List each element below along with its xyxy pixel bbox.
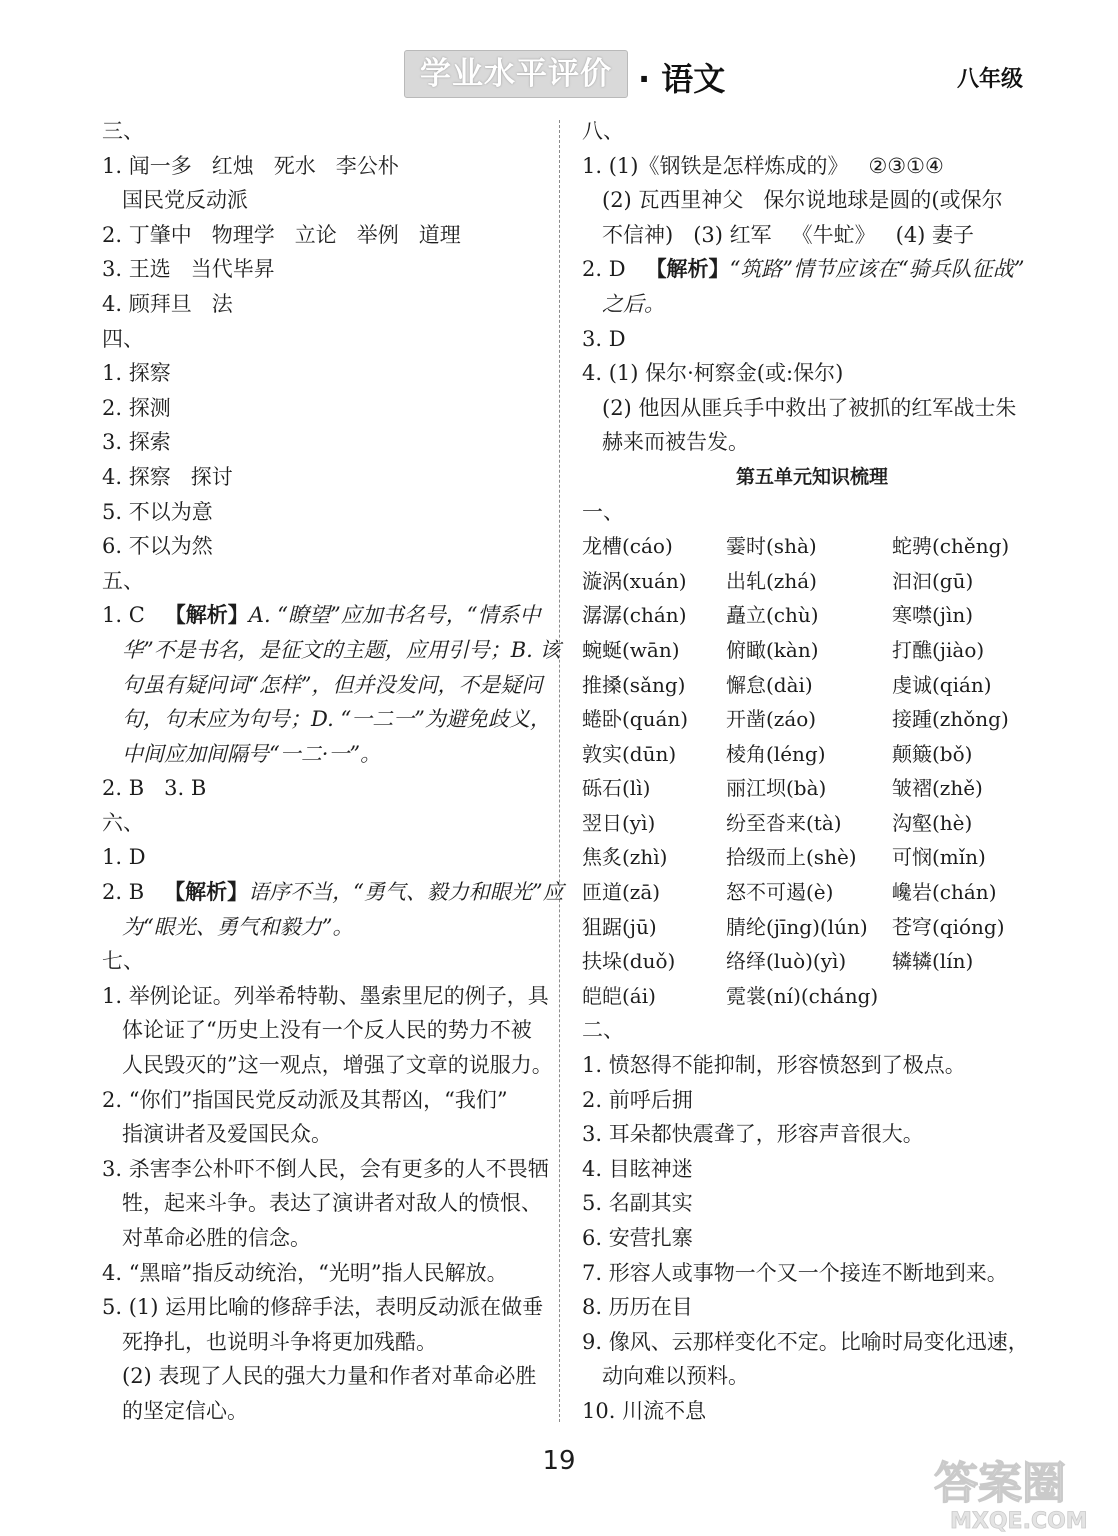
pinyin-item: 巉岩(chán)	[892, 880, 997, 905]
answer-line: 不信神) (3) 红军 《牛虻》 (4) 妻子	[602, 222, 975, 247]
pinyin-item: 敦实(dūn)	[582, 741, 677, 766]
answer-line: (2) 他因从匪兵手中救出了被抓的红军战士朱	[602, 395, 1017, 420]
pinyin-item: 棱角(léng)	[726, 741, 826, 766]
pinyin-item: 俯瞰(kàn)	[726, 637, 819, 662]
pinyin-item: 砾石(lì)	[582, 776, 651, 801]
pinyin-item: 出轧(zhá)	[726, 568, 817, 593]
page-header	[0, 40, 1118, 110]
pinyin-item: 可悯(mǐn)	[892, 845, 986, 870]
analysis-tag: 【解析】	[164, 879, 249, 905]
answer-line: 人民毁灭的”这一观点，增强了文章的说服力。	[122, 1053, 553, 1078]
pinyin-item: 蜷卧(quán)	[582, 707, 689, 732]
section-heading: 三、	[102, 119, 144, 143]
right-column	[582, 114, 1042, 1429]
pinyin-item: 拾级而上(shè)	[726, 845, 857, 870]
pinyin-item: 矗立(chù)	[726, 603, 819, 628]
answer-line: (2) 表现了人民的强大力量和作者对革命必胜	[122, 1364, 537, 1389]
answer-line: 9. 像风、云那样变化不定。比喻时局变化迅速，	[582, 1329, 1029, 1354]
answer-line: 4. “黑暗”指反动统治，“光明”指人民解放。	[102, 1260, 508, 1285]
answer-line: 7. 形容人或事物一个又一个接连不断地到来。	[582, 1260, 1008, 1285]
answer-line: 为“眼光、勇气和毅力”。	[122, 914, 354, 939]
answer-line: 5. 名副其实	[582, 1191, 693, 1216]
pinyin-item: 懈怠(dài)	[726, 672, 813, 697]
pinyin-item: 开凿(záo)	[726, 707, 817, 732]
answer-line: 3. D	[582, 326, 626, 351]
book-title: 学业水平评价	[404, 50, 628, 98]
section-heading: 二、	[582, 1018, 624, 1043]
answer-line: 10. 川流不息	[582, 1398, 707, 1423]
answer-line: 的坚定信心。	[122, 1398, 248, 1423]
subject-label: · 语文	[638, 60, 726, 98]
answer-line: 1. (1)《钢铁是怎样炼成的》 ②③①④	[582, 153, 944, 178]
answer-line: 体论证了“历史上没有一个反人民的势力不被	[122, 1018, 532, 1043]
answer-line: 6. 不以为然	[102, 534, 213, 559]
pinyin-item: 漩涡(xuán)	[582, 568, 687, 593]
answer-line: 牲，起来斗争。表达了演讲者对敌人的愤恨、	[122, 1191, 542, 1216]
pinyin-item: 辚辚(lín)	[892, 949, 974, 974]
pinyin-item: 扶垛(duǒ)	[582, 949, 676, 974]
pinyin-item: 怒不可遏(è)	[726, 880, 834, 905]
pinyin-item: 寒噤(jìn)	[892, 603, 974, 628]
answer-line: 1. D	[102, 845, 146, 870]
analysis-tag: 【解析】	[645, 256, 730, 282]
answer-line: 1. 闻一多 红烛 死水 李公朴	[102, 153, 399, 178]
answer-line: 死挣扎，也说明斗争将更加残酷。	[122, 1329, 437, 1354]
left-column	[102, 114, 564, 1429]
pinyin-item: 颠簸(bǒ)	[892, 741, 973, 766]
answer-line: 赫来而被告发。	[602, 430, 749, 455]
pinyin-item: 汩汩(gū)	[892, 568, 974, 593]
pinyin-item: 纷至沓来(tà)	[726, 810, 842, 835]
section-heading: 六、	[102, 810, 144, 835]
answer-line: 3. 王选 当代毕昇	[102, 257, 275, 282]
watermark-logo	[930, 1448, 1110, 1534]
answer-line: 指演讲者及爱国民众。	[122, 1122, 332, 1147]
answer-line: 之后。	[602, 291, 665, 316]
pinyin-item: 蜿蜒(wān)	[582, 637, 680, 662]
pinyin-item: 虔诚(qián)	[892, 672, 992, 697]
answer-line: 句，句末应为句号；D. “一二一”为避免歧义，	[122, 707, 551, 732]
answer-line: 对革命必胜的信念。	[122, 1226, 311, 1250]
pinyin-item: 打醮(jiào)	[892, 637, 985, 662]
pinyin-item: 潺潺(chán)	[582, 603, 687, 628]
answer-line: 1. C 【解析】A. “瞭望”应加书名号，“情系中	[102, 602, 541, 628]
section-heading: 八、	[582, 119, 624, 143]
pinyin-grid	[582, 529, 1042, 1013]
answer-line: 中间应加间隔号“一二·一”。	[122, 741, 382, 766]
pinyin-item: 腈纶(jīng)(lún)	[726, 914, 868, 939]
answer-line: 1. 愤怒得不能抑制，形容愤怒到了极点。	[582, 1053, 966, 1078]
pinyin-item: 龙槽(cáo)	[582, 534, 673, 559]
answer-line: 3. 杀害李公朴吓不倒人民，会有更多的人不畏牺	[102, 1156, 549, 1181]
pinyin-item: 焦炙(zhì)	[582, 845, 668, 870]
section-heading: 一、	[582, 499, 624, 524]
column-divider	[559, 120, 560, 1422]
pinyin-item: 蛇骋(chěng)	[892, 534, 1010, 559]
answer-line: 4. 探察 探讨	[102, 464, 233, 489]
pinyin-item: 狙踞(jū)	[582, 914, 657, 939]
answer-line: 4. 顾拜旦 法	[102, 291, 233, 316]
unit-title: 第五单元知识梳理	[735, 465, 888, 488]
pinyin-item: 苍穹(qióng)	[892, 914, 1005, 939]
pinyin-item: 推搡(sǎng)	[582, 672, 686, 697]
section-heading: 四、	[102, 326, 144, 351]
answer-line: 3. 耳朵都快震聋了，形容声音很大。	[582, 1122, 924, 1147]
answer-line: 8. 历历在目	[582, 1295, 693, 1320]
pinyin-item: 沟壑(hè)	[892, 810, 973, 835]
answer-line: 国民党反动派	[122, 188, 248, 213]
pinyin-item: 络绎(luò)(yì)	[726, 949, 847, 974]
svg-text:答案圈: 答案圈	[934, 1458, 1066, 1509]
answer-line: 4. (1) 保尔·柯察金(或:保尔)	[582, 361, 844, 386]
answer-line: 2. D 【解析】“筑路”情节应该在“骑兵队征战”	[582, 256, 1025, 282]
answer-line: 句虽有疑问词“怎样”，但并没发问，不是疑问	[122, 672, 543, 697]
answer-line: 2. 丁肇中 物理学 立论 举例 道理	[102, 222, 461, 247]
answer-line: 1. 探察	[102, 361, 171, 386]
answer-line: 2. B 3. B	[102, 776, 207, 801]
pinyin-item: 接踵(zhǒng)	[892, 707, 1009, 732]
answer-line: 5. (1) 运用比喻的修辞手法，表明反动派在做垂	[102, 1295, 544, 1320]
grade-label: 八年级	[957, 67, 1024, 92]
pinyin-item: 霎时(shà)	[726, 534, 817, 559]
pinyin-item: 皱褶(zhě)	[892, 776, 983, 801]
pinyin-item: 匝道(zā)	[582, 880, 661, 905]
answer-line: 5. 不以为意	[102, 499, 213, 524]
answer-line: 3. 探索	[102, 430, 171, 455]
pinyin-item: 翌日(yì)	[582, 810, 656, 835]
answer-line: 2. B 【解析】语序不当，“勇气、毅力和眼光”应	[102, 879, 564, 905]
answer-line: 2. 探测	[102, 395, 171, 420]
pinyin-item: 皑皑(ái)	[582, 983, 656, 1008]
page-number: 19	[542, 1446, 576, 1476]
answer-line: 4. 目眩神迷	[582, 1156, 693, 1181]
answer-line: 1. 举例论证。列举希特勒、墨索里尼的例子，具	[102, 983, 549, 1008]
answer-line: 动向难以预料。	[602, 1364, 749, 1389]
answer-line: 华”不是书名，是征文的主题，应用引号；B. 该	[122, 637, 561, 662]
answer-line: 2. “你们”指国民党反动派及其帮凶，“我们”	[102, 1087, 508, 1112]
section-heading: 七、	[102, 949, 144, 974]
answer-line: (2) 瓦西里神父 保尔说地球是圆的(或保尔	[602, 188, 1003, 213]
analysis-tag: 【解析】	[164, 602, 249, 628]
svg-text:MXQE.COM: MXQE.COM	[950, 1509, 1088, 1534]
pinyin-item: 霓裳(ní)(cháng)	[726, 983, 879, 1008]
section-heading: 五、	[102, 568, 144, 593]
pinyin-item: 丽江坝(bà)	[726, 776, 827, 801]
pinyin-item	[892, 979, 1042, 1014]
answer-line: 2. 前呼后拥	[582, 1087, 693, 1112]
answer-line: 6. 安营扎寨	[582, 1226, 693, 1250]
